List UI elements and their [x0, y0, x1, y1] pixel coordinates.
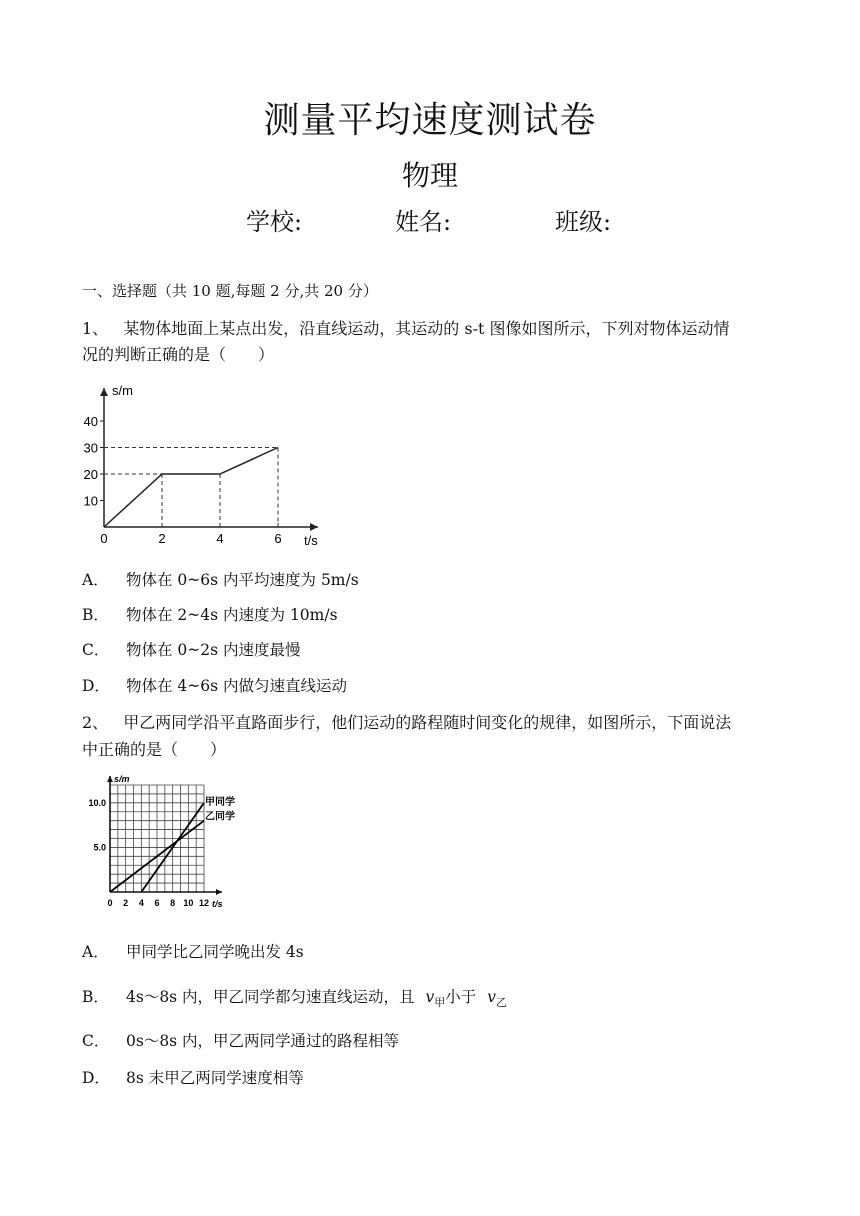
option-text: 0s～8s 内，甲乙两同学通过的路程相等	[126, 1032, 400, 1050]
question-2-option-a[interactable]	[82, 940, 304, 962]
velocity-symbol: v	[425, 988, 435, 1006]
x-axis-label: t/s	[212, 899, 223, 909]
question-1-option-d[interactable]	[82, 674, 347, 696]
question-1-stem: 某物体地面上某点出发，沿直线运动，其运动的 s-t 图像如图所示，下列对物体运动情	[123, 319, 730, 338]
option-key: A．	[82, 943, 109, 961]
x-tick-label: 2	[158, 531, 166, 546]
x-tick-label: 10	[183, 898, 194, 908]
question-2-number: 2、	[82, 713, 109, 732]
x-tick-label: 12	[198, 898, 210, 908]
x-axis-label: t/s	[304, 533, 318, 548]
option-text: 甲同学比乙同学晚出发 4s	[126, 943, 304, 961]
velocity-subscript: 甲	[434, 996, 446, 1009]
question-2-option-d[interactable]	[82, 1066, 304, 1088]
velocity-subscript: 乙	[495, 996, 507, 1009]
question-1-line-2: 况的判断正确的是（ ）	[82, 345, 275, 364]
subject-label: 物理	[401, 159, 458, 192]
question-1-option-b[interactable]	[82, 603, 338, 625]
y-tick-label: 10	[83, 493, 98, 509]
question-2-line-2: 中正确的是（ ）	[82, 740, 227, 759]
chart-1	[82, 380, 332, 550]
y-tick-label: 10.0	[88, 797, 106, 808]
y-axis-label: s/m	[114, 774, 130, 784]
y-tick-label: 30	[83, 440, 98, 456]
series-label: 乙同学	[205, 811, 235, 823]
option-text: 物体在 2~4s 内速度为 10m/s	[126, 606, 338, 624]
option-key: B．	[82, 988, 109, 1006]
y-tick-label: 40	[83, 414, 98, 429]
y-tick-label: 20	[83, 467, 98, 482]
option-text: 物体在 0~6s 内平均速度为 5m/s	[126, 571, 359, 589]
name-label: 姓名:	[395, 208, 452, 236]
y-axis-arrow	[107, 776, 113, 782]
option-text: 物体在 0~2s 内速度最慢	[126, 641, 301, 659]
option-key: D．	[82, 1069, 110, 1087]
chart-2	[82, 772, 242, 912]
x-tick-label: 6	[154, 898, 160, 908]
question-2-option-c[interactable]	[82, 1029, 399, 1051]
x-tick-label: 4	[216, 531, 224, 546]
y-axis-label: s/m	[112, 383, 133, 398]
series-label: 甲同学	[205, 796, 235, 808]
question-1-line-1	[82, 316, 730, 339]
question-2-option-b[interactable]	[82, 985, 507, 1007]
question-1-option-c[interactable]	[82, 638, 301, 660]
question-1-number: 1、	[82, 319, 109, 338]
x-tick-label: 4	[138, 898, 144, 908]
class-label: 班级:	[555, 208, 612, 236]
section-heading: 一、选择题（共 10 题,每题 2 分,共 20 分）	[82, 282, 378, 300]
question-2-line-1	[82, 710, 731, 733]
x-axis-arrow	[310, 523, 318, 531]
x-axis-arrow	[216, 889, 222, 895]
series-line	[104, 448, 278, 528]
option-text: 4s～8s 内，甲乙同学都匀速直线运动，且	[126, 988, 415, 1006]
question-1-option-a[interactable]	[82, 568, 359, 590]
y-axis-arrow	[100, 388, 108, 396]
option-text: 物体在 4~6s 内做匀速直线运动	[126, 677, 348, 695]
option-key: B．	[82, 606, 109, 624]
x-tick-label: 8	[170, 898, 176, 908]
option-key: C．	[82, 641, 110, 659]
x-tick-label: 0	[107, 898, 113, 908]
page-title: 测量平均速度测试卷	[263, 100, 597, 141]
x-tick-label: 6	[274, 531, 282, 546]
x-tick-label: 2	[123, 898, 129, 908]
velocity-symbol: v	[487, 988, 496, 1006]
option-text: 小于	[445, 988, 477, 1006]
x-tick-label: 0	[100, 531, 108, 546]
option-key: A．	[82, 571, 109, 589]
option-key: D．	[82, 677, 110, 695]
option-text: 8s 末甲乙两同学速度相等	[126, 1069, 304, 1087]
question-2-stem: 甲乙两同学沿平直路面步行，他们运动的路程随时间变化的规律，如图所示，下面说法	[123, 713, 732, 732]
option-key: C．	[82, 1032, 110, 1050]
y-tick-label: 5.0	[93, 842, 106, 853]
school-label: 学校:	[246, 208, 303, 236]
